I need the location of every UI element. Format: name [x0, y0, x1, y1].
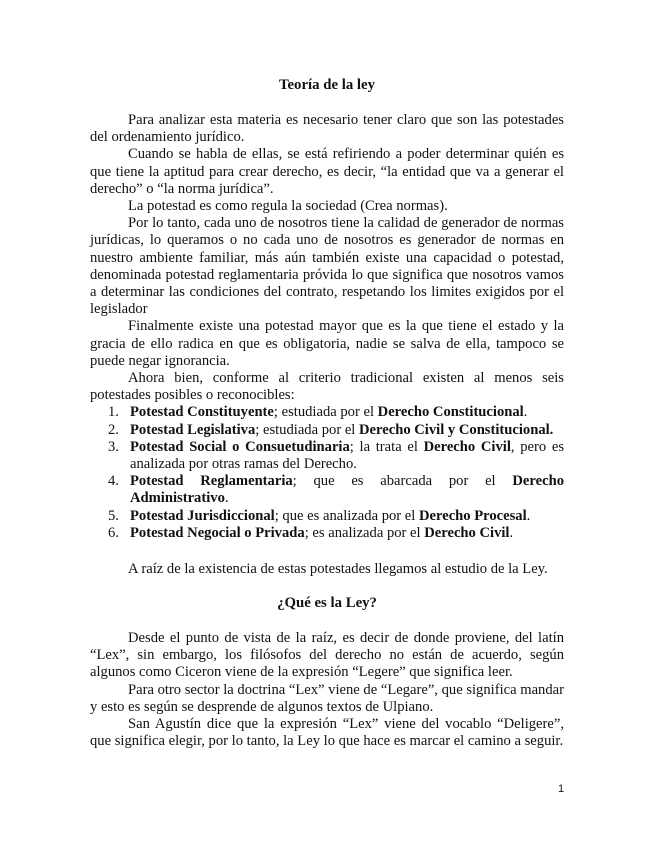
- paragraph-generador-normas: Por lo tanto, cada uno de nosotros tiene la calidad de generador de normas jurídicas, lo queramos o no cada uno de nosotros es generador de normas en nuestro ambiente familiar, más aún también existe una capacidad o potestad, denominada potestad reglamentaria próvida lo que significa que nosotros vamos a determinar las condiciones del contrato, respetando los limites exigidos por el legislador: [90, 215, 564, 318]
- list-item: 4. Potestad Reglamentaria; que es abarcada por el Derecho Administrativo.: [108, 473, 564, 507]
- paragraph-crear-derecho: Cuando se habla de ellas, se está refiriendo a poder determinar quién es que tiene la aptitud para crear derecho, es decir, “la entidad que va a generar el derecho” o “la norma jurídica”.: [90, 146, 564, 197]
- list-item: 5. Potestad Jurisdiccional; que es analizada por el Derecho Procesal.: [108, 507, 531, 524]
- list-item: 3. Potestad Social o Consuetudinaria; la trata el Derecho Civil, pero es analizada por otras ramas del Derecho.: [108, 438, 565, 473]
- page-number: 1: [558, 783, 565, 795]
- page-title: Teoría de la ley: [278, 77, 376, 93]
- potestades-list: [90, 404, 564, 542]
- list-item: 1. Potestad Constituyente; estudiada por el Derecho Constitucional.: [108, 404, 528, 421]
- paragraph-seis-potestades: Ahora bien, conforme al criterio tradicional existen al menos seis potestades posibles o reconocibles:: [90, 370, 564, 404]
- list-item: 6. Potestad Negocial o Privada; es analizada por el Derecho Civil.: [108, 524, 514, 541]
- section-subtitle: ¿Qué es la Ley?: [277, 595, 377, 611]
- paragraph-potestad-estado: Finalmente existe una potestad mayor que es la que tiene el estado y la gracia de ello radica en que es obligatoria, nadie se salva de ella, tampoco se puede negar ignorancia.: [90, 318, 564, 369]
- paragraph-potestades-intro: Para analizar esta materia es necesario tener claro que son las potestades del ordenamiento jurídico.: [90, 112, 564, 146]
- paragraph-lex-legere: Desde el punto de vista de la raíz, es decir de donde proviene, del latín “Lex”, sin embargo, los filósofos del derecho no están de acuerdo, según algunos como Ciceron viene de la expresión “Legere” que significa leer.: [90, 630, 564, 681]
- paragraph-legare: Para otro sector la doctrina “Lex” viene de “Legare”, que significa mandar y esto es según se desprende de algunos textos de Ulpiano.: [90, 681, 564, 715]
- closing-section: [90, 561, 564, 578]
- intro-section: [90, 112, 564, 542]
- paragraph-raiz-potestades: A raíz de la existencia de estas potestades llegamos al estudio de la Ley.: [128, 561, 548, 577]
- ley-section: [90, 630, 564, 750]
- paragraph-potestad-regula: La potestad es como regula la sociedad (Crea normas).: [128, 198, 448, 215]
- paragraph-deligere: San Agustín dice que la expresión “Lex” viene del vocablo “Deligere”, que significa elegir, por lo tanto, la Ley lo que hace es marcar el camino a seguir.: [90, 716, 564, 750]
- list-item: 2. Potestad Legislativa; estudiada por el Derecho Civil y Constitucional.: [108, 421, 554, 438]
